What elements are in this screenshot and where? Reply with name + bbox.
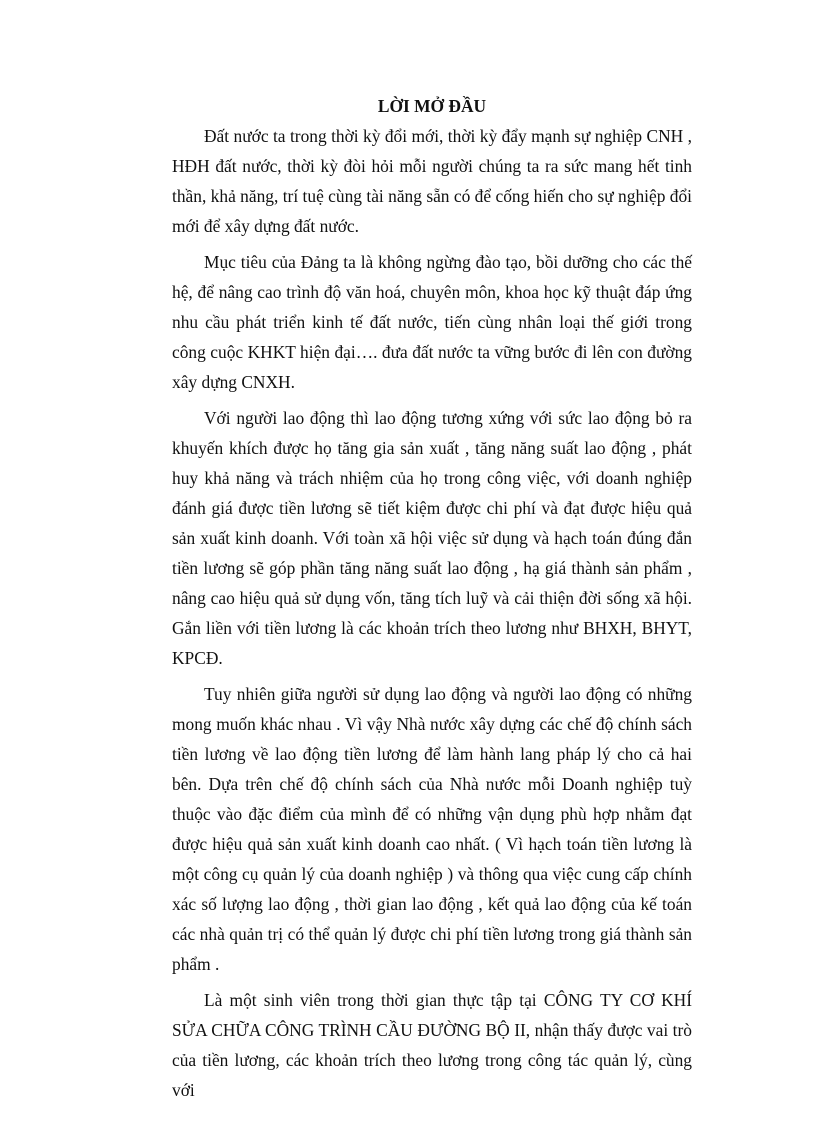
document-body [172,94,692,1111]
document-title: LỜI MỞ ĐẦU [377,96,487,116]
paragraph-4: Tuy nhiên giữa người sử dụng lao động và người lao động có những mong muốn khác nhau . Vì vậy Nhà nước xây dựng các chế độ chính sách tiền lương về lao động tiền lương để làm hành lang pháp lý cho cả hai bên. Dựa trên chế độ chính sách của Nhà nước mỗi Doanh nghiệp tuỳ thuộc vào đặc điểm của mình để có những vận dụng phù hợp nhằm đạt được hiệu quả sản xuất kinh doanh cao nhất. ( Vì hạch toán tiền lương là một công cụ quản lý của doanh nghiệp ) và thông qua việc cung cấp chính xác số lượng lao động , thời gian lao động , kết quả lao động của kế toán các nhà quản trị có thể quản lý được chi phí tiền lương trong giá thành sản phẩm . [172,684,692,974]
paragraph-5: Là một sinh viên trong thời gian thực tập tại CÔNG TY CƠ KHÍ SỬA CHỮA CÔNG TRÌNH CẦU ĐƯỜNG BỘ II, nhận thấy được vai trò của tiền lương, các khoản trích theo lương trong công tác quản lý, cùng với [172,990,692,1100]
paragraph-2: Mục tiêu của Đảng ta là không ngừng đào tạo, bồi dưỡng cho các thế hệ, để nâng cao trình độ văn hoá, chuyên môn, khoa học kỹ thuật đáp ứng nhu cầu phát triển kinh tế đất nước, tiến cùng nhân loại thế giới trong công cuộc KHKT hiện đại…. đưa đất nước ta vững bước đi lên con đường xây dựng CNXH. [172,252,692,392]
paragraph-1: Đất nước ta trong thời kỳ đổi mới, thời kỳ đẩy mạnh sự nghiệp CNH , HĐH đất nước, thời kỳ đòi hỏi mỗi người chúng ta ra sức mang hết tinh thần, khả năng, trí tuệ cùng tài năng sẵn có để cống hiến cho sự nghiệp đổi mới để xây dựng đất nước. [172,126,692,236]
paragraph-3: Với người lao động thì lao động tương xứng với sức lao động bỏ ra khuyến khích được họ tăng gia sản xuất , tăng năng suất lao động , phát huy khả năng và trách nhiệm của họ trong công việc, với doanh nghiệp đánh giá được tiền lương sẽ tiết kiệm được chi phí và đạt được hiệu quả sản xuất kinh doanh. Với toàn xã hội việc sử dụng và hạch toán đúng đắn tiền lương sẽ góp phần tăng năng suất lao động , hạ giá thành sản phẩm , nâng cao hiệu quả sử dụng vốn, tăng tích luỹ và cải thiện đời sống xã hội. Gắn liền với tiền lương là các khoản trích theo lương như BHXH, BHYT, KPCĐ. [172,408,692,668]
